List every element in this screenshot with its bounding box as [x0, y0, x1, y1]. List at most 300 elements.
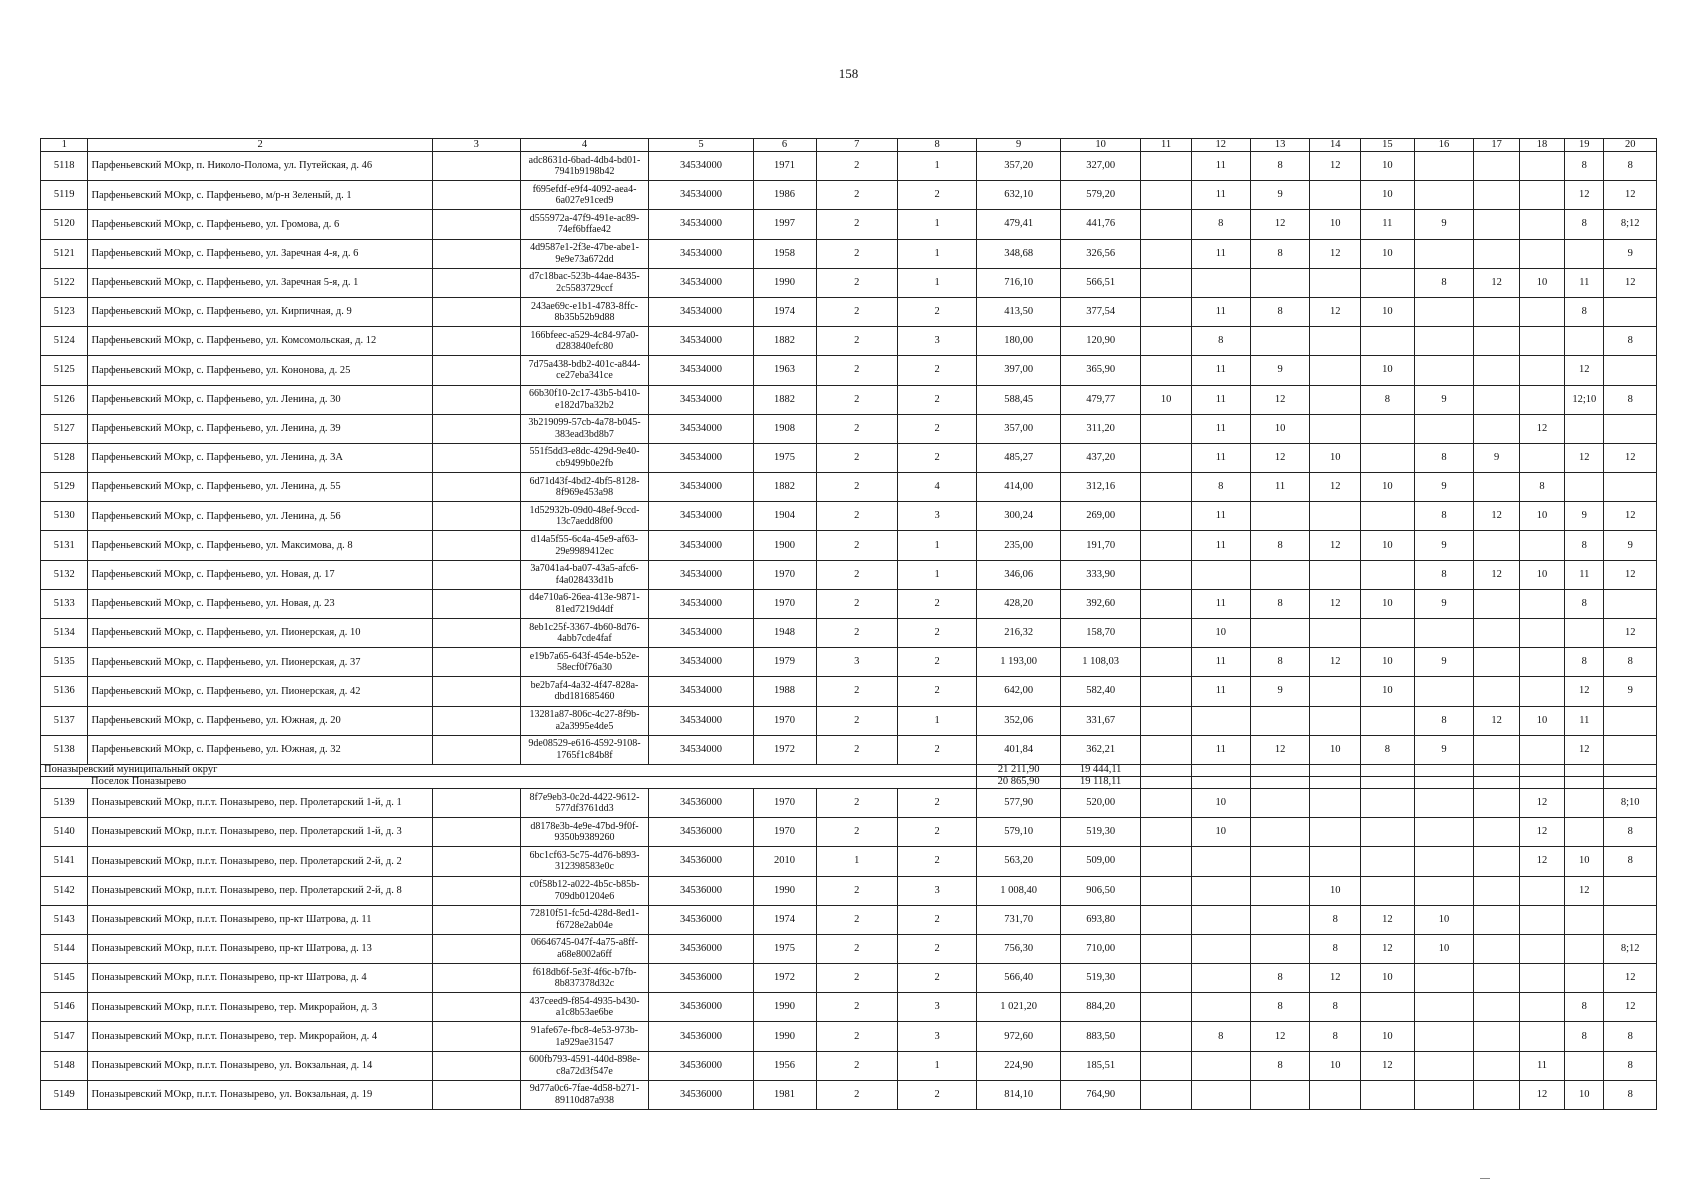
column-header: 3: [432, 139, 520, 152]
cell-16: [1414, 677, 1474, 706]
cell-15: 8: [1361, 735, 1415, 764]
cell-14: [1310, 788, 1361, 817]
cell-16: [1414, 847, 1474, 876]
cell-17: [1474, 473, 1519, 502]
cell-20: [1604, 414, 1657, 443]
oktmo-code: 34536000: [649, 1022, 753, 1051]
cell-19: [1565, 934, 1604, 963]
cell-19: 12: [1565, 181, 1604, 210]
cell-11: [1141, 1051, 1192, 1080]
cell-14: [1310, 181, 1361, 210]
cell-14: [1310, 706, 1361, 735]
cell-14: [1310, 560, 1361, 589]
oktmo-code: 34536000: [649, 905, 753, 934]
cell-12: 8: [1191, 210, 1250, 239]
cell-16: 9: [1414, 735, 1474, 764]
cell-18: [1519, 443, 1564, 472]
table-row: [41, 181, 1657, 210]
row-number: 5145: [41, 964, 88, 993]
address: Парфеньевский МОкр, с. Парфеньево, м/р-н Зеленый, д. 1: [88, 181, 432, 210]
total-area: 485,27: [977, 443, 1061, 472]
cell-15: [1361, 327, 1415, 356]
cell-12: 11: [1191, 152, 1250, 181]
cell-16: [1414, 876, 1474, 905]
row-number: 5133: [41, 589, 88, 618]
entrances: 1: [897, 1051, 976, 1080]
cell-14: 10: [1310, 443, 1361, 472]
living-area: 392,60: [1060, 589, 1140, 618]
cell-3: [432, 1022, 520, 1051]
cell-14: [1310, 619, 1361, 648]
entrances: 2: [897, 1080, 976, 1109]
living-area: 362,21: [1060, 735, 1140, 764]
entrances: 3: [897, 1022, 976, 1051]
cell-11: [1141, 589, 1192, 618]
building-guid: d4e710a6-26ea-413e-9871-81ed7219d4df: [520, 589, 649, 618]
group-empty-cell: [1250, 776, 1310, 788]
entrances: 1: [897, 210, 976, 239]
entrances: 2: [897, 385, 976, 414]
table-row: [41, 788, 1657, 817]
row-number: 5119: [41, 181, 88, 210]
cell-12: [1191, 993, 1250, 1022]
floors: 2: [816, 152, 897, 181]
total-area: 413,50: [977, 297, 1061, 326]
group-empty-cell: [1414, 776, 1474, 788]
cell-14: 12: [1310, 531, 1361, 560]
address: Парфеньевский МОкр, с. Парфеньево, ул. Ленина, д. 39: [88, 414, 432, 443]
building-guid: d8178e3b-4e9e-47bd-9f0f-9350b9389260: [520, 818, 649, 847]
cell-3: [432, 706, 520, 735]
living-area: 365,90: [1060, 356, 1140, 385]
oktmo-code: 34536000: [649, 847, 753, 876]
table-row: [41, 847, 1657, 876]
living-area: 191,70: [1060, 531, 1140, 560]
cell-17: [1474, 531, 1519, 560]
cell-12: 11: [1191, 181, 1250, 210]
cell-19: 8: [1565, 152, 1604, 181]
row-number: 5137: [41, 706, 88, 735]
row-number: 5142: [41, 876, 88, 905]
row-number: 5132: [41, 560, 88, 589]
living-area: 906,50: [1060, 876, 1140, 905]
living-area: 566,51: [1060, 268, 1140, 297]
column-header: 6: [753, 139, 816, 152]
cell-11: [1141, 327, 1192, 356]
cell-17: [1474, 905, 1519, 934]
floors: 2: [816, 1080, 897, 1109]
cell-12: [1191, 268, 1250, 297]
cell-14: 12: [1310, 589, 1361, 618]
build-year: 1958: [753, 239, 816, 268]
cell-12: 8: [1191, 1022, 1250, 1051]
address: Поназыревский МОкр, п.г.т. Поназырево, ул. Вокзальная, д. 14: [88, 1051, 432, 1080]
cell-3: [432, 356, 520, 385]
page-number: 158: [838, 66, 859, 81]
table-row: [41, 297, 1657, 326]
living-area: 479,77: [1060, 385, 1140, 414]
cell-14: 12: [1310, 239, 1361, 268]
cell-17: [1474, 847, 1519, 876]
address: Поназыревский МОкр, п.г.т. Поназырево, ул. Вокзальная, д. 19: [88, 1080, 432, 1109]
address: Поназыревский МОкр, п.г.т. Поназырево, пер. Пролетарский 1-й, д. 1: [88, 788, 432, 817]
entrances: 2: [897, 905, 976, 934]
building-guid: 243ae69c-e1b1-4783-8ffc-8b35b52b9d88: [520, 297, 649, 326]
total-area: 357,00: [977, 414, 1061, 443]
cell-11: [1141, 905, 1192, 934]
cell-17: [1474, 152, 1519, 181]
living-area: 764,90: [1060, 1080, 1140, 1109]
oktmo-code: 34534000: [649, 385, 753, 414]
cell-11: [1141, 818, 1192, 847]
cell-3: [432, 152, 520, 181]
entrances: 2: [897, 589, 976, 618]
floors: 2: [816, 297, 897, 326]
cell-15: 10: [1361, 531, 1415, 560]
build-year: 1904: [753, 502, 816, 531]
building-guid: 66b30f10-2c17-43b5-b410-e182d7ba32b2: [520, 385, 649, 414]
cell-3: [432, 818, 520, 847]
cell-11: [1141, 297, 1192, 326]
entrances: 3: [897, 502, 976, 531]
cell-13: 8: [1250, 1051, 1310, 1080]
cell-18: [1519, 327, 1564, 356]
cell-16: [1414, 964, 1474, 993]
cell-19: 12: [1565, 356, 1604, 385]
cell-3: [432, 560, 520, 589]
total-area: 397,00: [977, 356, 1061, 385]
cell-20: 8: [1604, 1080, 1657, 1109]
cell-14: [1310, 327, 1361, 356]
total-area: 814,10: [977, 1080, 1061, 1109]
table-row: [41, 677, 1657, 706]
cell-18: 12: [1519, 788, 1564, 817]
cell-12: 11: [1191, 297, 1250, 326]
group-empty-cell: [1519, 776, 1564, 788]
entrances: 2: [897, 934, 976, 963]
oktmo-code: 34534000: [649, 210, 753, 239]
group-label: Поназыревский муниципальный округ: [41, 764, 977, 776]
cell-11: [1141, 473, 1192, 502]
cell-19: 12;10: [1565, 385, 1604, 414]
cell-11: [1141, 964, 1192, 993]
cell-18: [1519, 297, 1564, 326]
floors: 2: [816, 414, 897, 443]
row-number: 5147: [41, 1022, 88, 1051]
cell-20: 12: [1604, 443, 1657, 472]
row-number: 5126: [41, 385, 88, 414]
cell-11: [1141, 414, 1192, 443]
total-area: 563,20: [977, 847, 1061, 876]
group-label: Поселок Поназырево: [41, 776, 977, 788]
cell-12: 10: [1191, 788, 1250, 817]
cell-15: 10: [1361, 964, 1415, 993]
total-area: 216,32: [977, 619, 1061, 648]
cell-17: 12: [1474, 502, 1519, 531]
cell-14: 8: [1310, 905, 1361, 934]
cell-12: 11: [1191, 735, 1250, 764]
cell-14: 12: [1310, 297, 1361, 326]
cell-15: [1361, 876, 1415, 905]
cell-16: [1414, 327, 1474, 356]
cell-12: [1191, 706, 1250, 735]
cell-13: 12: [1250, 1022, 1310, 1051]
table-row: [41, 589, 1657, 618]
cell-11: [1141, 1022, 1192, 1051]
address: Поназыревский МОкр, п.г.т. Поназырево, тер. Микрорайон, д. 3: [88, 993, 432, 1022]
building-guid: 3b219099-57cb-4a78-b045-383ead3bd8b7: [520, 414, 649, 443]
building-guid: 6d71d43f-4bd2-4bf5-8128-8f969e453a98: [520, 473, 649, 502]
cell-3: [432, 327, 520, 356]
entrances: 2: [897, 818, 976, 847]
cell-13: [1250, 847, 1310, 876]
cell-13: [1250, 788, 1310, 817]
cell-12: 11: [1191, 385, 1250, 414]
cell-17: [1474, 239, 1519, 268]
cell-16: [1414, 788, 1474, 817]
cell-3: [432, 210, 520, 239]
cell-20: 12: [1604, 268, 1657, 297]
cell-15: [1361, 268, 1415, 297]
cell-18: [1519, 239, 1564, 268]
group-empty-cell: [1474, 764, 1519, 776]
living-area: 312,16: [1060, 473, 1140, 502]
build-year: 1971: [753, 152, 816, 181]
floors: 2: [816, 443, 897, 472]
group-empty-cell: [1191, 764, 1250, 776]
cell-11: [1141, 847, 1192, 876]
cell-17: [1474, 414, 1519, 443]
building-guid: d555972a-47f9-491e-ac89-74ef6bffae42: [520, 210, 649, 239]
cell-13: [1250, 934, 1310, 963]
cell-15: 10: [1361, 589, 1415, 618]
total-area: 972,60: [977, 1022, 1061, 1051]
oktmo-code: 34534000: [649, 589, 753, 618]
cell-20: 8;10: [1604, 788, 1657, 817]
cell-15: 10: [1361, 473, 1415, 502]
address: Поназыревский МОкр, п.г.т. Поназырево, пр-кт Шатрова, д. 4: [88, 964, 432, 993]
table-row: [41, 473, 1657, 502]
cell-3: [432, 268, 520, 297]
row-number: 5139: [41, 788, 88, 817]
oktmo-code: 34534000: [649, 152, 753, 181]
living-area: 326,56: [1060, 239, 1140, 268]
cell-16: [1414, 818, 1474, 847]
cell-15: 12: [1361, 905, 1415, 934]
oktmo-code: 34534000: [649, 531, 753, 560]
address: Парфеньевский МОкр, с. Парфеньево, ул. Пионерская, д. 42: [88, 677, 432, 706]
build-year: 1882: [753, 385, 816, 414]
oktmo-code: 34534000: [649, 181, 753, 210]
cell-16: 8: [1414, 268, 1474, 297]
total-area: 346,06: [977, 560, 1061, 589]
cell-16: [1414, 1080, 1474, 1109]
oktmo-code: 34534000: [649, 327, 753, 356]
cell-13: 11: [1250, 473, 1310, 502]
cell-3: [432, 1051, 520, 1080]
cell-13: [1250, 502, 1310, 531]
cell-19: 12: [1565, 735, 1604, 764]
building-guid: 8eb1c25f-3367-4b60-8d76-4abb7cde4faf: [520, 619, 649, 648]
cell-18: [1519, 964, 1564, 993]
cell-13: [1250, 905, 1310, 934]
cell-15: [1361, 502, 1415, 531]
address: Парфеньевский МОкр, п. Николо-Полома, ул. Путейская, д. 46: [88, 152, 432, 181]
cell-14: 12: [1310, 964, 1361, 993]
cell-20: [1604, 297, 1657, 326]
cell-11: [1141, 152, 1192, 181]
cell-14: 10: [1310, 210, 1361, 239]
table-row: [41, 268, 1657, 297]
floors: 2: [816, 818, 897, 847]
address: Парфеньевский МОкр, с. Парфеньево, ул. Новая, д. 23: [88, 589, 432, 618]
cell-13: 10: [1250, 414, 1310, 443]
column-header: 17: [1474, 139, 1519, 152]
cell-13: 8: [1250, 297, 1310, 326]
oktmo-code: 34534000: [649, 414, 753, 443]
table-row: [41, 905, 1657, 934]
cell-20: [1604, 589, 1657, 618]
floors: 2: [816, 385, 897, 414]
table-row: [41, 818, 1657, 847]
living-area: 437,20: [1060, 443, 1140, 472]
cell-11: [1141, 210, 1192, 239]
cell-16: 9: [1414, 385, 1474, 414]
building-guid: 06646745-047f-4a75-a8ff-a68e8002a6ff: [520, 934, 649, 963]
floors: 2: [816, 619, 897, 648]
oktmo-code: 34534000: [649, 443, 753, 472]
total-area: 1 193,00: [977, 648, 1061, 677]
cell-16: 9: [1414, 473, 1474, 502]
build-year: 1988: [753, 677, 816, 706]
cell-14: [1310, 1080, 1361, 1109]
floors: 2: [816, 735, 897, 764]
group-empty-cell: [1519, 764, 1564, 776]
table-row: [41, 1022, 1657, 1051]
total-area: 180,00: [977, 327, 1061, 356]
build-year: 1882: [753, 473, 816, 502]
cell-15: 12: [1361, 934, 1415, 963]
cell-20: 12: [1604, 964, 1657, 993]
cell-15: [1361, 847, 1415, 876]
oktmo-code: 34536000: [649, 934, 753, 963]
floors: 2: [816, 327, 897, 356]
cell-14: 8: [1310, 993, 1361, 1022]
cell-17: [1474, 181, 1519, 210]
cell-20: 8: [1604, 847, 1657, 876]
cell-17: [1474, 648, 1519, 677]
building-guid: 437ceed9-f854-4935-b430-a1c8b53ae6be: [520, 993, 649, 1022]
living-area: 331,67: [1060, 706, 1140, 735]
address: Парфеньевский МОкр, с. Парфеньево, ул. Ленина, д. 56: [88, 502, 432, 531]
cell-11: [1141, 268, 1192, 297]
oktmo-code: 34536000: [649, 788, 753, 817]
row-number: 5141: [41, 847, 88, 876]
cell-16: [1414, 239, 1474, 268]
build-year: 1997: [753, 210, 816, 239]
entrances: 2: [897, 297, 976, 326]
cell-11: [1141, 934, 1192, 963]
cell-18: [1519, 210, 1564, 239]
cell-17: [1474, 1022, 1519, 1051]
cell-19: [1565, 473, 1604, 502]
cell-12: 11: [1191, 589, 1250, 618]
cell-15: [1361, 706, 1415, 735]
cell-11: [1141, 502, 1192, 531]
cell-17: 9: [1474, 443, 1519, 472]
floors: 2: [816, 788, 897, 817]
cell-19: 12: [1565, 677, 1604, 706]
address: Парфеньевский МОкр, с. Парфеньево, ул. Заречная 5-я, д. 1: [88, 268, 432, 297]
build-year: 1882: [753, 327, 816, 356]
total-area: 479,41: [977, 210, 1061, 239]
row-number: 5127: [41, 414, 88, 443]
cell-11: [1141, 619, 1192, 648]
cell-3: [432, 443, 520, 472]
row-number: 5149: [41, 1080, 88, 1109]
total-area: 224,90: [977, 1051, 1061, 1080]
building-guid: d7c18bac-523b-44ae-8435-2c5583729ccf: [520, 268, 649, 297]
row-number: 5135: [41, 648, 88, 677]
cell-20: 8;12: [1604, 210, 1657, 239]
address: Поназыревский МОкр, п.г.т. Поназырево, пер. Пролетарский 1-й, д. 3: [88, 818, 432, 847]
floors: 3: [816, 648, 897, 677]
build-year: 1963: [753, 356, 816, 385]
row-number: 5148: [41, 1051, 88, 1080]
build-year: 1990: [753, 1022, 816, 1051]
build-year: 1970: [753, 589, 816, 618]
cell-18: 10: [1519, 268, 1564, 297]
address: Парфеньевский МОкр, с. Парфеньево, ул. Кононова, д. 25: [88, 356, 432, 385]
living-area: 520,00: [1060, 788, 1140, 817]
cell-15: 10: [1361, 356, 1415, 385]
column-header: 4: [520, 139, 649, 152]
living-area: 158,70: [1060, 619, 1140, 648]
group-empty-cell: [1565, 776, 1604, 788]
build-year: 1970: [753, 788, 816, 817]
oktmo-code: 34534000: [649, 239, 753, 268]
build-year: 1986: [753, 181, 816, 210]
entrances: 3: [897, 327, 976, 356]
group-empty-cell: [1310, 764, 1361, 776]
cell-19: [1565, 619, 1604, 648]
cell-14: 12: [1310, 152, 1361, 181]
table-row: [41, 327, 1657, 356]
cell-14: 8: [1310, 934, 1361, 963]
cell-3: [432, 502, 520, 531]
total-area: 566,40: [977, 964, 1061, 993]
cell-15: 10: [1361, 181, 1415, 210]
cell-15: 10: [1361, 648, 1415, 677]
cell-3: [432, 1080, 520, 1109]
building-guid: 166bfeec-a529-4c84-97a0-d283840efc80: [520, 327, 649, 356]
living-area: 883,50: [1060, 1022, 1140, 1051]
cell-12: [1191, 964, 1250, 993]
oktmo-code: 34536000: [649, 1080, 753, 1109]
cell-11: [1141, 1080, 1192, 1109]
floors: 2: [816, 964, 897, 993]
address: Поназыревский МОкр, п.г.т. Поназырево, пр-кт Шатрова, д. 13: [88, 934, 432, 963]
row-number: 5138: [41, 735, 88, 764]
oktmo-code: 34536000: [649, 964, 753, 993]
floors: 2: [816, 268, 897, 297]
cell-13: 12: [1250, 443, 1310, 472]
address: Парфеньевский МОкр, с. Парфеньево, ул. Заречная 4-я, д. 6: [88, 239, 432, 268]
cell-16: [1414, 1051, 1474, 1080]
cell-13: [1250, 327, 1310, 356]
address: Парфеньевский МОкр, с. Парфеньево, ул. Комсомольская, д. 12: [88, 327, 432, 356]
cell-19: 11: [1565, 268, 1604, 297]
